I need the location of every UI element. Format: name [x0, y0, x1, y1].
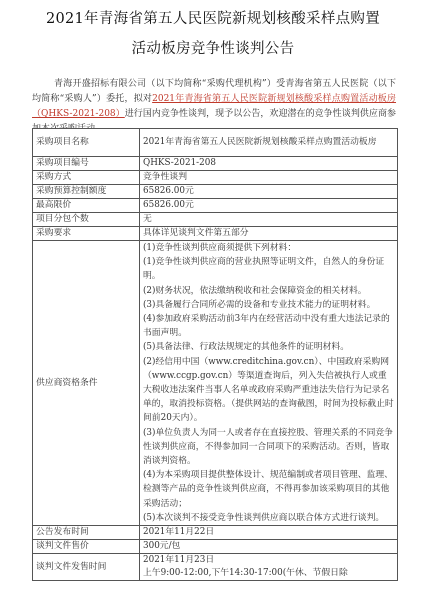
qualification-item: (3)单位负责人为同一人或者存在直接控股、管理关系的不同竞争性谈判供应商，不得参加同一合同项下的采购活动。否则，皆取消谈判资格。 [143, 427, 393, 467]
qualification-item: (4)参加政府采购活动前3年内在经营活动中没有重大违法记录的书面声明。 [143, 314, 390, 339]
row-value: 无 [140, 213, 398, 227]
table-row [33, 213, 398, 227]
table-row [33, 129, 398, 157]
title-line-1: 2021年青海省第五人民医院新规划核酸采样点购置 [45, 11, 381, 27]
row-value: 300元/包 [140, 540, 398, 554]
intro-text-2: 进行国内竞争性谈判，现予以公告，欢迎潜在的竞争性谈判供应商参 [124, 109, 396, 119]
row-value: QHKS-2021-208 [140, 157, 398, 171]
row-key: 最高限价 [33, 199, 140, 213]
row-key: 采购方式 [33, 171, 140, 185]
page-title [0, 4, 426, 64]
row-key: 谈判文件发售时间 [33, 554, 140, 581]
table-row [33, 526, 398, 540]
table-row [33, 199, 398, 213]
row-key: 公告发布时间 [33, 526, 140, 540]
qualification-item: (2)财务状况，依法缴纳税收和社会保障资金的相关材料。 [143, 285, 367, 296]
table-row [33, 540, 398, 554]
row-key: 采购预算控制额度 [33, 185, 140, 199]
row-value: 65826.00元 [140, 185, 398, 199]
row-key: 采购项目名称 [33, 129, 140, 157]
row-value: 2021年11月22日 [140, 526, 398, 540]
table-row [33, 157, 398, 171]
row-key: 谈判文件售价 [33, 540, 140, 554]
row-key: 供应商资格条件 [33, 241, 140, 526]
qualification-item: (1)竞争性谈判供应商的营业执照等证明文件，自然人的身份证明。 [143, 257, 385, 282]
qualification-item: (4)为本采购项目提供整体设计、规范编制或者项目管理、监理、检测等产品的竞争性谈判供应商，不得再参加该采购项目的其他采购活动； [143, 470, 393, 509]
intro-text-1: 青海开盛招标有限公司（以下均简称“采购代理机构”）受青海省第五人民医院（以下均简称“采购人”）委托，拟对 [32, 79, 396, 104]
qualification-item: (3)具备履行合同所必需的设备和专业技术能力的证明材料。 [143, 299, 376, 310]
table-row [33, 171, 398, 185]
row-key: 采购项目编号 [33, 157, 140, 171]
row-value: 具体详见谈判文件第五部分 [140, 227, 398, 241]
table-row [33, 554, 398, 581]
sale-date: 2021年11月23日 [143, 555, 215, 566]
row-value: 65826.00元 [140, 199, 398, 213]
row-value [140, 554, 398, 581]
row-key: 项目分包个数 [33, 213, 140, 227]
sale-hours: 上午9:00-12:00,下午14:30-17:00(午休、节假日除 [143, 568, 348, 579]
qualification-item: (5)本次谈判不接受竞争性谈判供应商以联合体方式进行谈判。 [143, 512, 385, 523]
table-row [33, 227, 398, 241]
qualification-item: (5)具备法律、行政法规规定的其他条件的证明材料。 [143, 342, 349, 353]
row-value: 竞争性谈判 [140, 171, 398, 185]
table-row-qualifications [33, 241, 398, 526]
project-link[interactable]: 2021年青海省第五人民医院新规划核酸采样点购置活动板房（QHKS-2021-208） [32, 94, 397, 119]
row-key: 采购要求 [33, 227, 140, 241]
title-line-2: 活动板房竞争性谈判公告 [131, 41, 295, 57]
qualification-item: (2)经信用中国（www.creditchina.gov.cn）、中国政府采购网（www.ccgp.gov.cn）等渠道查询后，列入失信被执行人或重大税收违法案件当事人名单或政府采购严重违法失信行为记录名单的，取消投标资格。（提供网站的查询截图，时间为投标截止时间前20天内）。 [143, 356, 394, 424]
row-value: 2021年青海省第五人民医院新规划核酸采样点购置活动板房 [140, 129, 398, 157]
qualification-list [140, 241, 398, 526]
announcement-table [32, 128, 398, 581]
table-row [33, 185, 398, 199]
qualification-item: (1)竞争性谈判供应商须提供下列材料： [143, 243, 297, 253]
